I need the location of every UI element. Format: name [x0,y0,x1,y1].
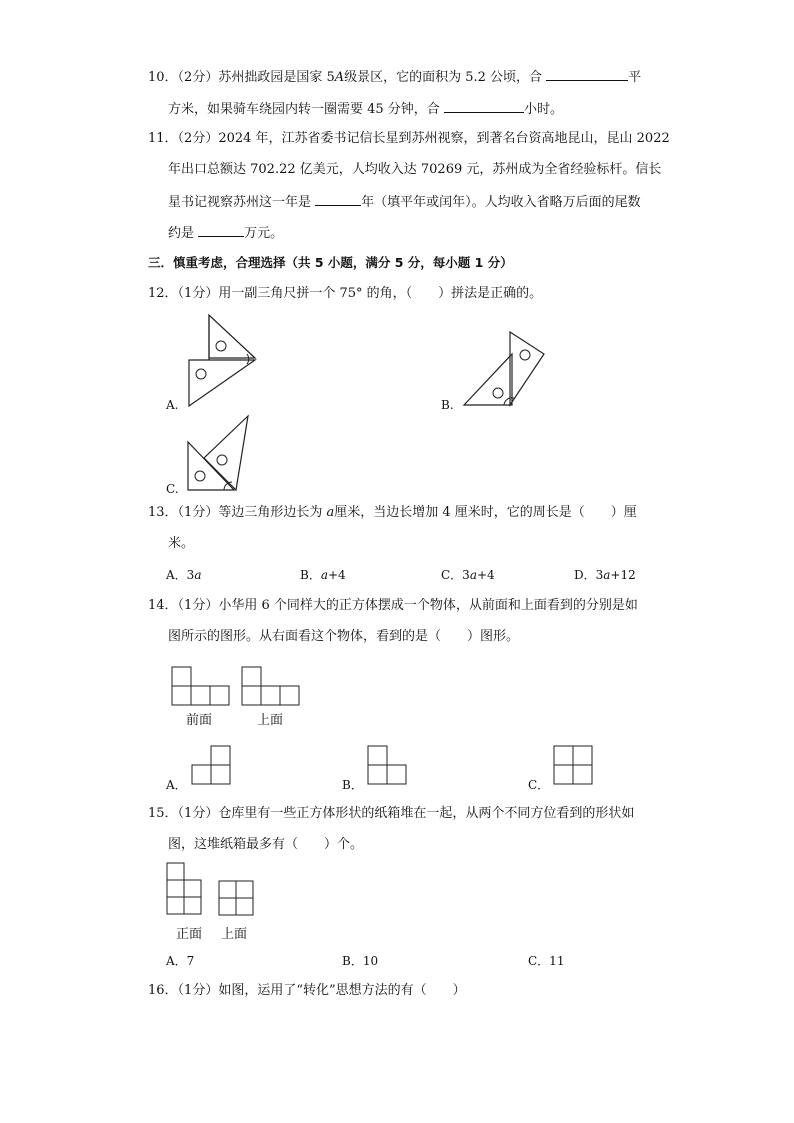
q15-top-caption: 上面 [221,927,248,942]
q12-figure-c [186,414,256,494]
q15-top-view [218,880,258,920]
q12-option-c-label[interactable]: C. [166,482,179,496]
section-3-heading: 三．慎重考虑，合理选择（共 5 小题，满分 5 分，每小题 1 分） [148,255,513,270]
q10-line1: 10．（2分）苏州拙政园是国家 5A级景区，它的面积为 5.2 公顷，合 平 [148,66,641,88]
q13-option-b[interactable]: B．a+4 [300,568,346,582]
q12-figure-a [185,310,265,410]
q13-stem: 13．（1分）等边三角形边长为 a厘米，当边长增加 4 厘米时，它的周长是（ ）厘 [148,505,637,520]
q14-line1: 14．（1分）小华用 6 个同样大的正方体摆成一个物体，从前面和上面看到的分别是如 [148,598,638,613]
q13-option-a[interactable]: A．3a [166,568,202,582]
q11-line1: 11．（2分）2024 年，江苏省委书记信长星到苏州视察，到著名台资高地昆山，昆山 2022 [148,131,670,146]
q15-line1: 15．（1分）仓库里有一些正方体形状的纸箱堆在一起，从两个不同方位看到的形状如 [148,806,635,821]
q14-top-caption: 上面 [257,713,284,728]
q14-front-caption: 前面 [186,713,213,728]
q11-blank-2[interactable] [198,222,244,237]
q14-option-c-figure [553,745,593,785]
q11-line3: 星书记视察苏州这一年是 年（填平年或闰年）。人均收入省略万后面的尾数 [168,191,641,213]
q13-option-c[interactable]: C．3a+4 [441,568,495,582]
q14-option-c-label[interactable]: C． [528,778,550,792]
triangle-ruler-45 [188,442,234,490]
q12-option-a-label[interactable]: A. [166,398,179,412]
q14-option-b-figure [367,745,407,785]
q15-front-caption: 正面 [176,927,203,942]
q15-front-view [166,862,206,918]
q14-option-a-figure [191,745,231,785]
triangle-ruler-30 [189,360,255,406]
q15-option-c[interactable]: C．11 [528,954,565,968]
q15-line2: 图，这堆纸箱最多有（ ）个。 [168,837,364,852]
q14-option-b-label[interactable]: B． [342,778,363,792]
triangle-ruler-45 [510,332,544,405]
q14-line2: 图所示的图形。从右面看这个物体，看到的是（ ）图形。 [168,629,520,644]
q15-option-a[interactable]: A．7 [166,954,195,968]
triangle-ruler-45 [209,315,255,358]
q13-stem-line2: 米。 [168,536,195,551]
triangle-ruler-30 [204,416,248,490]
q10-line2: 方米，如果骑车绕园内转一圈需要 45 分钟，合 小时。 [168,98,563,120]
q12-figure-b [460,328,550,408]
triangle-ruler-30 [464,354,512,405]
q10-blank-1[interactable] [546,66,628,81]
q11-line4: 约是 万元。 [168,222,283,244]
q12-stem: 12．（1分）用一副三角尺拼一个 75° 的角，（ ）拼法是正确的。 [148,286,543,301]
q11-blank-1[interactable] [315,191,361,206]
q11-line2: 年出口总额达 702.22 亿美元，人均收入达 70269 元，苏州成为全省经验标杆。信长 [168,162,662,177]
q16-stem: 16．（1分）如图，运用了“转化”思想方法的有（ ） [148,983,466,998]
q14-top-view [241,666,301,706]
q10-blank-2[interactable] [444,98,524,113]
q14-option-a-label[interactable]: A． [166,778,187,792]
q15-option-b[interactable]: B．10 [342,954,379,968]
q14-front-view [171,666,231,706]
q12-option-b-label[interactable]: B. [441,398,454,412]
q13-option-d[interactable]: D．3a+12 [574,568,636,582]
